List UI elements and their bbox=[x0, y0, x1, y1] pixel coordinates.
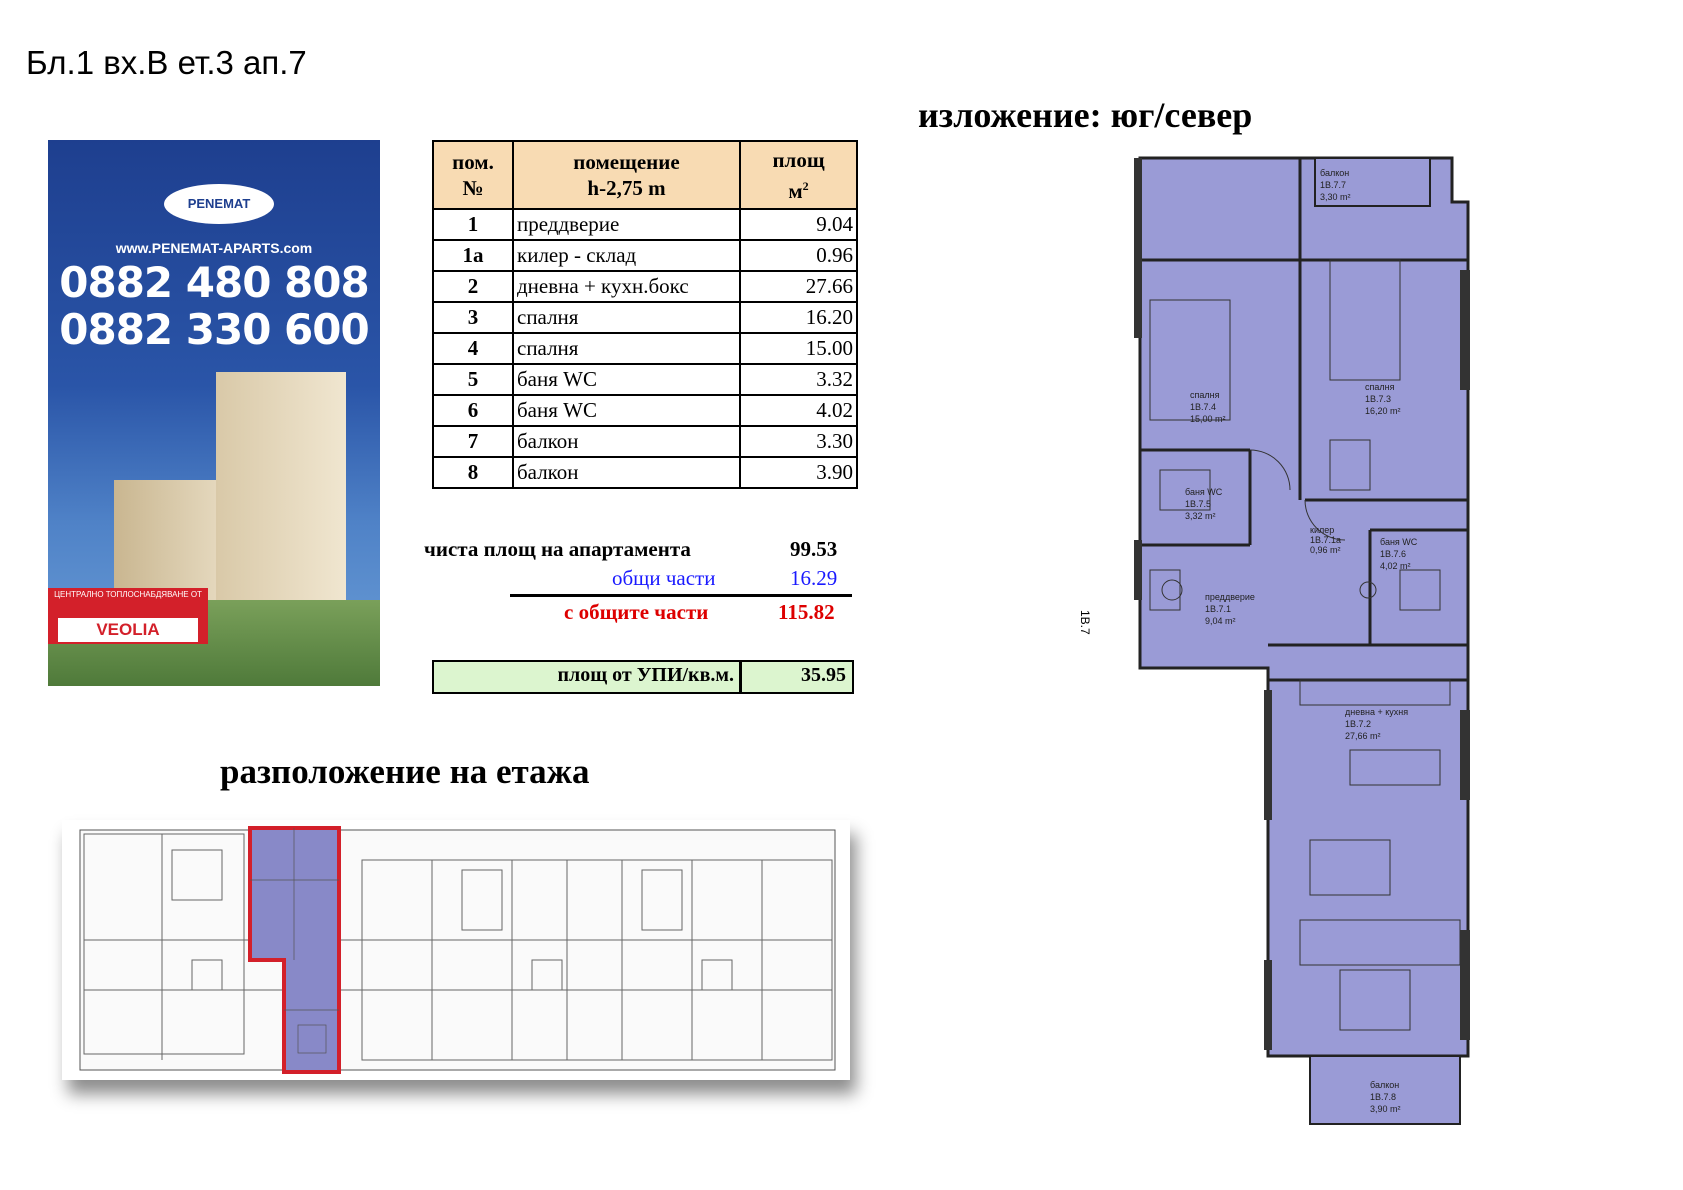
heating-text: ЦЕНТРАЛНО ТОПЛОСНАБДЯВАНЕ ОТ bbox=[54, 590, 202, 599]
table-row: 4 спалня 15.00 bbox=[433, 333, 857, 364]
room-label: баня WC bbox=[1185, 487, 1223, 497]
table-row: 8 балкон 3.90 bbox=[433, 457, 857, 488]
unit-plan-drawing bbox=[1130, 150, 1510, 1130]
floor-location-plan bbox=[62, 820, 850, 1080]
room-label: балкон bbox=[1370, 1080, 1400, 1090]
col-header-area: площ $м^2$ bbox=[740, 141, 857, 209]
table-row: 6 баня WC 4.02 bbox=[433, 395, 857, 426]
room-label: баня WC bbox=[1380, 537, 1418, 547]
upi-area-value: 35.95 bbox=[801, 664, 846, 686]
website-url: www.PENEMAT-APARTS.com bbox=[115, 240, 313, 256]
total-area-label: с общите части bbox=[564, 600, 709, 624]
table-header-row bbox=[433, 141, 857, 209]
unit-code-label: 1В.7 bbox=[1078, 610, 1092, 635]
common-area-label: общи части bbox=[612, 566, 716, 590]
room-area: 27,66 m² bbox=[1345, 731, 1381, 741]
floor-location-title: разположение на етажа bbox=[220, 752, 590, 791]
table-row: 1 преддверие 9.04 bbox=[433, 209, 857, 240]
col-header-name: помещение h-2,75 m bbox=[513, 141, 740, 209]
phone-number: 0882 330 600 bbox=[59, 305, 369, 354]
room-area: 0,96 m² bbox=[1310, 545, 1341, 555]
page-title: Бл.1 вх.В ет.3 ап.7 bbox=[26, 44, 307, 81]
room-area: 3,90 m² bbox=[1370, 1104, 1401, 1114]
net-area-value: 99.53 bbox=[790, 537, 838, 561]
veolia-logo: VEOLIA bbox=[58, 618, 198, 642]
orientation-label: изложение: юг/север bbox=[918, 95, 1253, 135]
total-area-value: 115.82 bbox=[778, 600, 835, 624]
advertisement-image bbox=[48, 140, 380, 686]
room-area: 9,04 m² bbox=[1205, 616, 1236, 626]
table-row: 7 балкон 3.30 bbox=[433, 426, 857, 457]
room-label: балкон bbox=[1320, 168, 1350, 178]
unit-floor-plan bbox=[1130, 150, 1510, 1130]
upi-area-label: площ от УПИ/кв.м. bbox=[557, 664, 734, 686]
room-code: 1В.7.5 bbox=[1185, 499, 1212, 509]
room-code: 1В.7.1 bbox=[1205, 604, 1232, 614]
room-label: спалня bbox=[1190, 390, 1220, 400]
col-header-num: пом. № bbox=[433, 141, 513, 209]
upi-area-box bbox=[432, 660, 854, 694]
room-label: килер bbox=[1310, 525, 1335, 535]
room-code: 1В.7.7 bbox=[1320, 180, 1347, 190]
common-area-value: 16.29 bbox=[790, 566, 838, 590]
room-area: 16,20 m² bbox=[1365, 406, 1401, 416]
brand-logo: PENEMAT bbox=[164, 184, 274, 224]
room-label: дневна + кухня bbox=[1345, 707, 1409, 717]
room-code: 1В.7.1а bbox=[1310, 535, 1342, 545]
floor-plan-drawing bbox=[62, 820, 850, 1080]
table-row: 2 дневна + кухн.бокс 27.66 bbox=[433, 271, 857, 302]
rooms-table bbox=[432, 140, 858, 489]
room-area: 3,32 m² bbox=[1185, 511, 1216, 521]
room-label: преддверие bbox=[1205, 592, 1255, 602]
room-code: 1В.7.2 bbox=[1345, 719, 1372, 729]
table-row: 1а килер - склад 0.96 bbox=[433, 240, 857, 271]
room-code: 1В.7.8 bbox=[1370, 1092, 1397, 1102]
room-code: 1В.7.4 bbox=[1190, 402, 1217, 412]
room-area: 4,02 m² bbox=[1380, 561, 1411, 571]
room-code: 1В.7.3 bbox=[1365, 394, 1392, 404]
summary-divider bbox=[510, 594, 852, 597]
building-illustration bbox=[216, 372, 346, 622]
phone-number: 0882 480 808 bbox=[59, 258, 369, 307]
room-area: 15,00 m² bbox=[1190, 414, 1226, 424]
room-code: 1В.7.6 bbox=[1380, 549, 1407, 559]
room-area: 3,30 m² bbox=[1320, 192, 1351, 202]
table-row: 5 баня WC 3.32 bbox=[433, 364, 857, 395]
room-label: спалня bbox=[1365, 382, 1395, 392]
upi-divider bbox=[739, 662, 742, 692]
table-row: 3 спалня 16.20 bbox=[433, 302, 857, 333]
net-area-label: чиста площ на апартамента bbox=[424, 537, 691, 561]
